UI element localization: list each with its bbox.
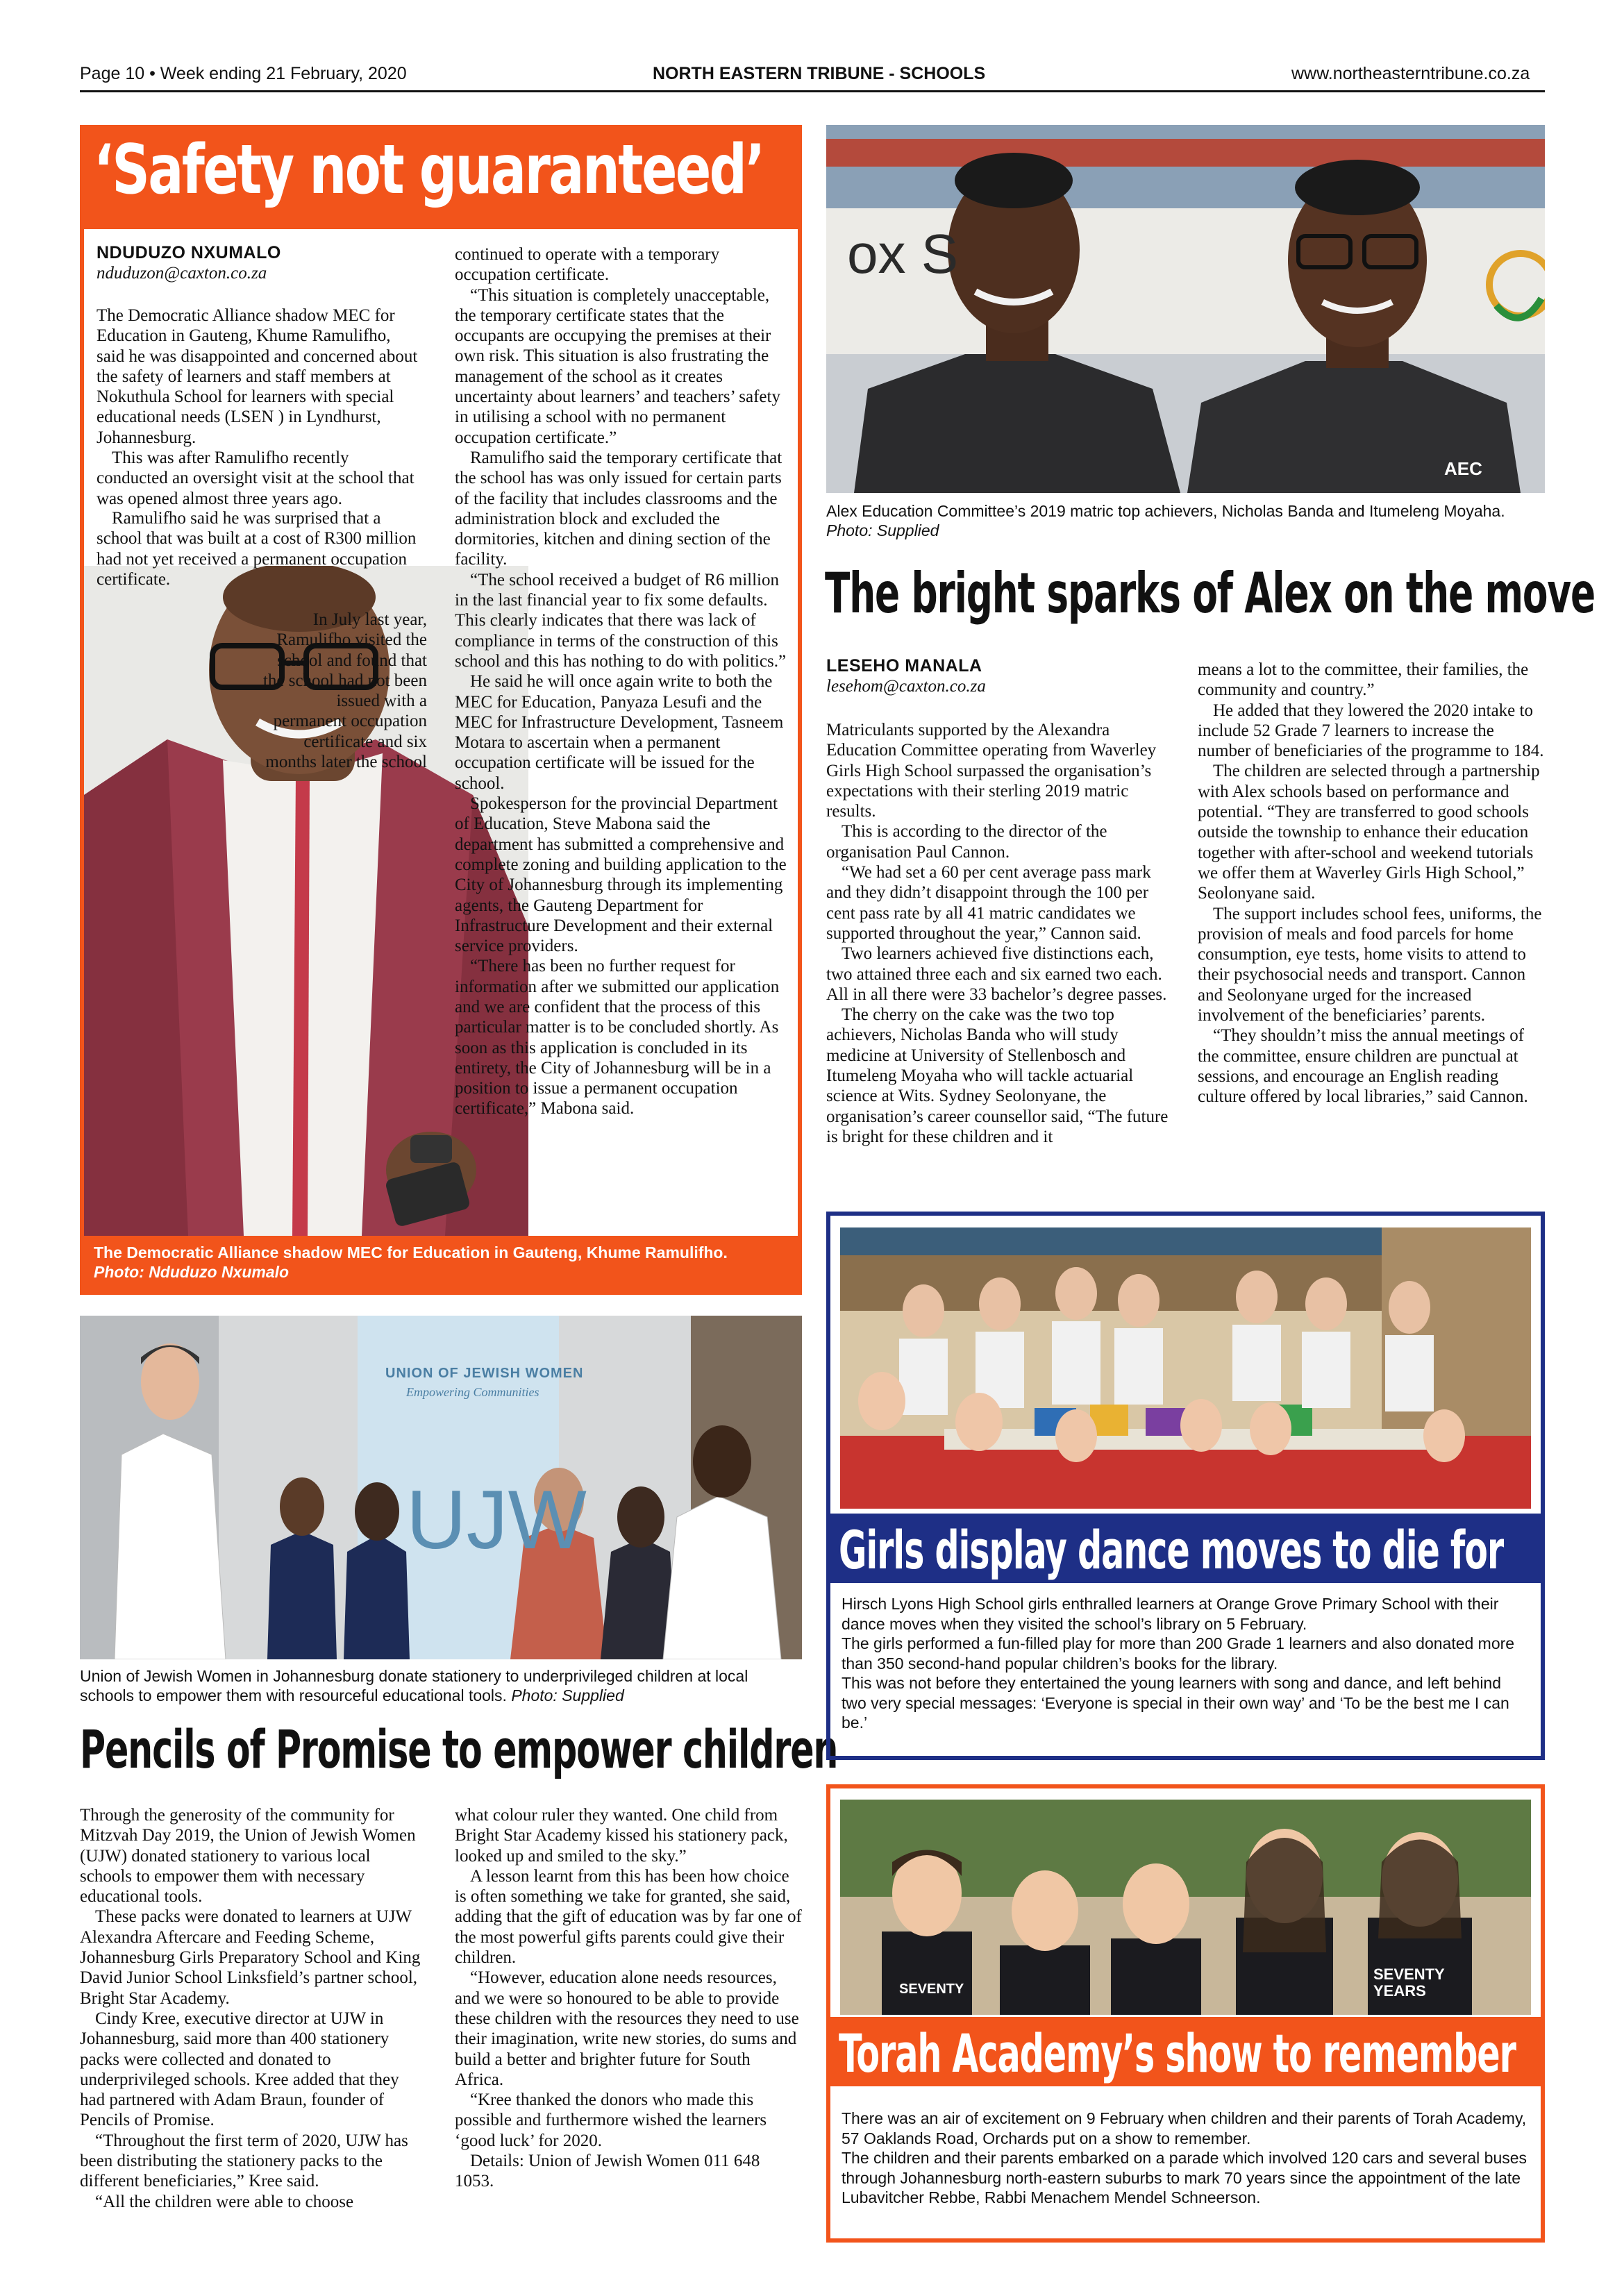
safety-col2-p4: “The school received a budget of R6 million in the last financial year to fix some defaults. This clearly indicates that there was lack of compliance in terms of the construction of this school and this has nothing to do with politics.”: [455, 570, 787, 671]
website-url: www.northeasterntribune.co.za: [1291, 64, 1530, 83]
alex-col2-p5: “They shouldn’t miss the annual meetings of the committee, ensure children are punctual at sessions, and encourage an English reading culture offered by local libraries,” said Cannon.: [1198, 1026, 1528, 1107]
safety-caption-credit: Photo: Nduduzo Nxumalo: [94, 1263, 290, 1281]
alex-photo-shirt-logo: AEC: [1444, 458, 1482, 479]
alex-col1-p1: Matriculants supported by the Alexandra Education Committee operating from Waverley Girls High School surpassed the organisation’s expectations with their sterling 2019 matric results.: [826, 721, 1157, 821]
alex-col1-p3: “We had set a 60 per cent average pass mark and they didn’t disappoint through the 100 per cent pass rate by all 41 matric candidates we supported throughout the year,” Cannon said.: [826, 863, 1151, 943]
pencils-col2-p4: “Kree thanked the donors who made this possible and furthermore wished the learners ‘good luck’ for 2020.: [455, 2090, 767, 2150]
pencils-col2-p1: what colour ruler they wanted. One child from Bright Star Academy kissed his stationery pack, looked up and smiled to the sky.”: [455, 1806, 788, 1866]
pencils-col2-p5: Details: Union of Jewish Women 011 648 1053.: [455, 2152, 760, 2191]
safety-col1: [97, 305, 423, 509]
safety-col2-p2: “This situation is completely unacceptable, the temporary certificate states that the occupants are occupying the premises at their own risk. This situation is also frustrating the management of the school as it creates uncertainty about learners’ and teachers’ safety in utilising a school with no permanent occupation certificate.”: [455, 285, 780, 447]
pencils-col1-p1: Through the generosity of the community for Mitzvah Day 2019, the Union of Jewish Women (UJW) donated stationery to various local schools to empower them with necessary educational tools.: [80, 1806, 416, 1907]
torah-headline: Torah Academy’s show to remember: [839, 2022, 1516, 2084]
safety-col1-p4: In July last year, Ramulifho visited the school and found that the school had not been issued with a permanent occupation certificate and six months later the school: [262, 610, 427, 772]
girls-body-p2: The girls performed a fun-filled play for more than 200 Grade 1 learners and also donated more than 350 second-hand popular children’s books for the library.: [842, 1634, 1515, 1673]
safety-col1-p2: This was after Ramulifho recently conducted an oversight visit at the school that was opened almost three years ago.: [97, 449, 415, 508]
alex-col2-p3: The children are selected through a partnership with Alex schools based on performance and potential. “They are transferred to good schools outside the township to enhance their education together with after-school and weekend tutorials we offer them at Waverley Girls High School,” Seolonyane said.: [1198, 762, 1540, 903]
safety-col1-wrap: [97, 508, 423, 589]
girls-headline: Girls display dance moves to die for: [839, 1519, 1504, 1581]
safety-col2-p5: He said he will once again write to both the MEC for Education, Panyaza Lesufi and the MEC for Infrastructure Development, Tasneem Motara to ascertain when a permanent occupation certificate will be issued for the school.: [455, 672, 784, 793]
safety-col1-p3: Ramulifho said he was surprised that a school that was built at a cost of R300 million had not yet received a permanent occupation certificate.: [97, 509, 417, 589]
girls-body-p3: This was not before they entertained the young learners with song and dance, and left behind two very special messages: ‘Everyone is special in their own way’ and ‘To be the best me I can be.’: [842, 1674, 1509, 1732]
pencils-col2-p2: A lesson learnt from this has been how choice is often something we take for granted, she said, adding that the gift of education was by far one of the most powerful gifts parents could give their children.: [455, 1866, 802, 1968]
safety-email: nduduzon@caxton.co.za: [97, 264, 267, 283]
ujw-caption: [80, 1666, 802, 1705]
alex-col1: [826, 720, 1170, 1147]
pencils-col1: [80, 1805, 424, 2212]
pencils-col1-p3: Cindy Kree, executive director at UJW in Johannesburg, said more than 400 stationery packs were collected and donated to underprivileged schools. Kree added that they had partnered with Adam Braun, founder of Pencils of Promise.: [80, 2009, 399, 2130]
safety-col2-p7: “There has been no further request for information after we submitted our application and we are confident that the process of this particular matter is to be concluded shortly. As soon as this application is concluded in its entirety, the City of Johannesburg will be in a position to issue a permanent occupation certificate,” Mabona said.: [455, 957, 780, 1118]
ujw-banner-title: UNION OF JEWISH WOMEN: [385, 1366, 584, 1381]
pencils-col1-p4: “Throughout the first term of 2020, UJW has been distributing the stationery packs to the different beneficiaries,” Kree said.: [80, 2131, 408, 2191]
pencils-col2-p3: “However, education alone needs resources, and we were so honoured to be able to provide these children with the resources they need to use their imagination, write new stories, do sums and build a better and brighter future for South Africa.: [455, 1968, 799, 2089]
girls-body: [842, 1594, 1529, 1733]
pencils-col1-p5: “All the children were able to choose: [95, 2192, 354, 2211]
safety-col2-p1: continued to operate with a temporary occupation certificate.: [455, 245, 720, 285]
alex-email: lesehom@caxton.co.za: [826, 677, 986, 696]
alex-author: LESEHO MANALA: [826, 656, 982, 676]
safety-col1-p1: The Democratic Alliance shadow MEC for Education in Gauteng, Khume Ramulifho, said he was disappointed and concerned about the safety of learners and staff members at Nokuthula School for learners with special educational needs (LSEN ) in Lyndhurst, Johannesburg.: [97, 306, 418, 447]
pencils-headline: Pencils of Promise to empower children: [80, 1718, 838, 1780]
alex-col2: [1198, 660, 1545, 1107]
torah-shirt-text-1: SEVENTY: [899, 1981, 964, 1997]
section-title: NORTH EASTERN TRIBUNE - SCHOOLS: [653, 64, 986, 83]
torah-body-p1: There was an air of excitement on 9 February when children and their parents of Torah Academy, 57 Oaklands Road, Orchards put on a show to remember.: [842, 2109, 1527, 2147]
page-folio: Page 10 • Week ending 21 February, 2020: [80, 64, 407, 83]
torah-shirt-text-2: SEVENTY YEARS: [1373, 1966, 1445, 2000]
safety-headline: ‘Safety not guaranteed’: [94, 131, 764, 210]
torah-body: [842, 2109, 1529, 2208]
alex-caption: [826, 501, 1545, 540]
torah-body-p2: The children and their parents embarked on a parade which involved 120 cars and several buses through Johannesburg north-eastern suburbs to mark 70 years since the appointment of the late Lubavitcher Rebbe, Rabbi Menachem Mendel Schneerson.: [842, 2149, 1527, 2206]
safety-caption-text: The Democratic Alliance shadow MEC for Education in Gauteng, Khume Ramulifho.: [94, 1243, 728, 1262]
safety-col2-p6: Spokesperson for the provincial Department of Education, Steve Mabona said the department has submitted a comprehensive and complete zoning and building application to the City of Johannesburg through its implementing agents, the Gauteng Department for Infrastructure Development and their external service providers.: [455, 794, 787, 956]
safety-col1-tail: [260, 610, 427, 772]
safety-col2: [455, 244, 792, 1119]
ujw-caption-credit: Photo: Supplied: [511, 1686, 624, 1704]
girls-photo: [840, 1227, 1531, 1509]
torah-photo: [840, 1800, 1531, 2015]
girls-body-p1: Hirsch Lyons High School girls enthralled learners at Orange Grove Primary School with their dance moves when they visited the school’s library on 5 February.: [842, 1595, 1499, 1633]
alex-col2-p2: He added that they lowered the 2020 intake to include 52 Grade 7 learners to increase the number of beneficiaries of the programme to 184.: [1198, 701, 1544, 761]
alex-photo-sign-text: ox S: [847, 223, 959, 285]
pencils-col2: [455, 1805, 802, 2192]
ujw-photo: [80, 1316, 802, 1659]
alex-photo: [826, 125, 1545, 493]
alex-col2-p1: means a lot to the committee, their families, the community and country.”: [1198, 660, 1529, 700]
safety-author: NDUDUZO NXUMALO: [97, 243, 281, 262]
ujw-caption-text: Union of Jewish Women in Johannesburg donate stationery to underprivileged children at local schools to empower them with resourceful educational tools.: [80, 1667, 748, 1704]
alex-col1-p2: This is according to the director of the organisation Paul Cannon.: [826, 822, 1107, 862]
alex-caption-text: Alex Education Committee’s 2019 matric top achievers, Nicholas Banda and Itumeleng Moyaha.: [826, 502, 1505, 520]
safety-caption: [94, 1243, 795, 1282]
alex-col1-p5: The cherry on the cake was the two top achievers, Nicholas Banda who will study medicine at University of Stellenbosch and Itumeleng Moyaha who will tackle actuarial science at Wits. Sydney Seolonyane, the organisation’s career counsellor said, “The future is bright for these children and it: [826, 1005, 1169, 1146]
ujw-banner-logo: UJW: [406, 1473, 587, 1566]
pencils-col1-p2: These packs were donated to learners at UJW Alexandra Aftercare and Feeding Scheme, Johannesburg Girls Preparatory School and King David Junior School Linksfield’s partner school, Bright Star Academy.: [80, 1907, 421, 2008]
ujw-banner-subtitle: Empowering Communities: [406, 1385, 539, 1399]
safety-col2-p3: Ramulifho said the temporary certificate that the school has was only issued for certain parts of the facility that includes classrooms and the administration block and excluded the dormitories, kitchen and dining section of the facility.: [455, 448, 782, 569]
alex-col2-p4: The support includes school fees, uniforms, the provision of meals and food parcels for home consumption, eye tests, home visits to attend to their psychosocial needs and transport. Cannon and Seolonyane urged for the increased involvement of the beneficiaries’ parents.: [1198, 904, 1542, 1025]
header-rule: [80, 90, 1545, 92]
alex-headline: The bright sparks of Alex on the move: [825, 561, 1596, 626]
alex-col1-p4: Two learners achieved five distinctions each, two attained three each and six earned two each. All in all there were 33 bachelor’s degree passes.: [826, 944, 1167, 1004]
alex-caption-credit: Photo: Supplied: [826, 521, 939, 539]
